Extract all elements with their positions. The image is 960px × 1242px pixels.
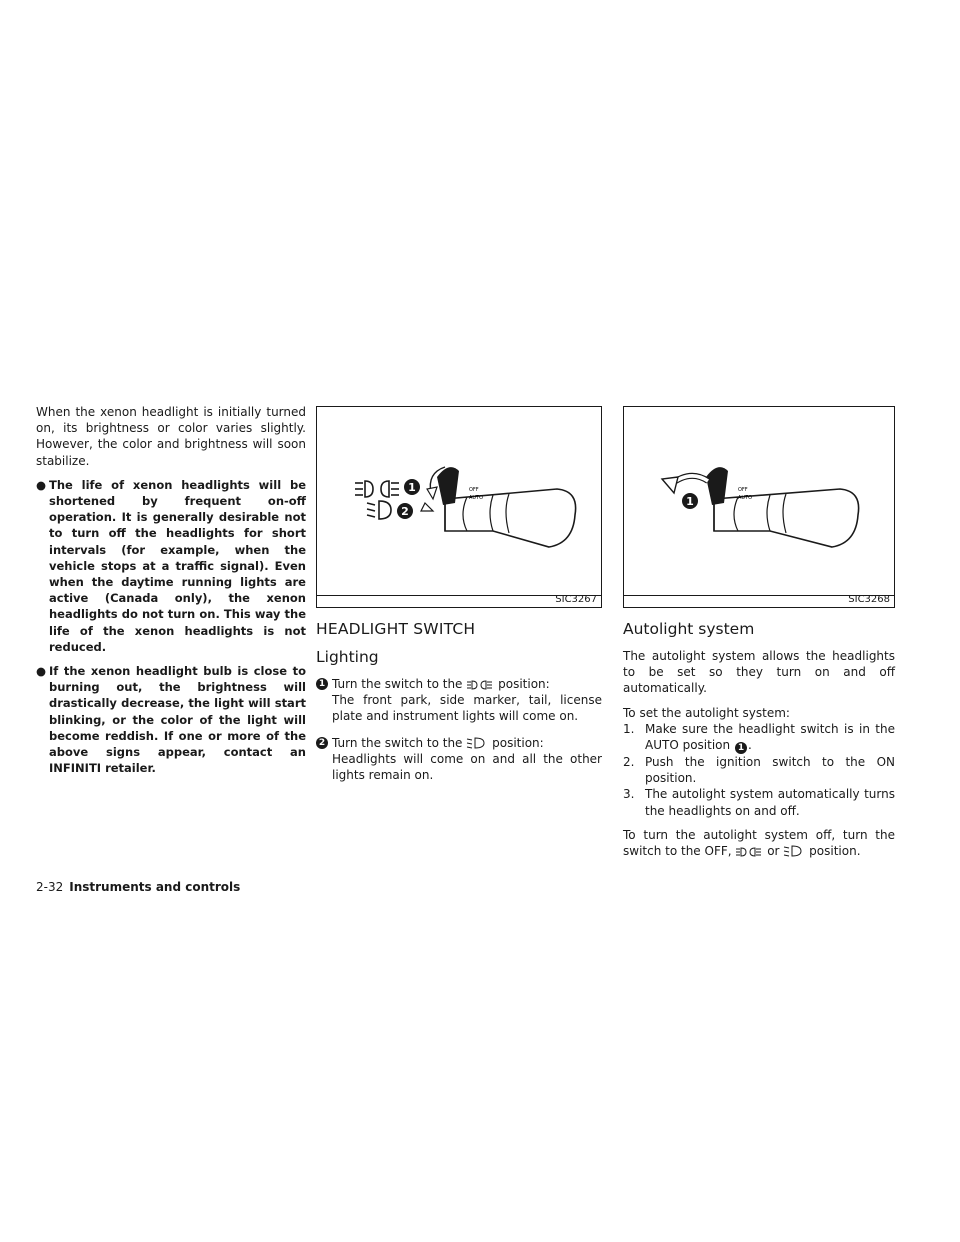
headlight-icon: [466, 737, 488, 749]
autolight-step-3: 3. The autolight system automatically turns the headlights on and off.: [623, 787, 895, 818]
parking-light-icon: [735, 847, 763, 857]
autolight-set-intro: To set the autolight system:: [623, 705, 790, 720]
figure-autolight-switch: [623, 406, 895, 608]
autolight-step-1: 1. Make sure the headlight switch is in the AUTO position 1 .: [623, 721, 895, 754]
callout-1-icon: 1: [735, 742, 747, 754]
column-middle: [316, 404, 602, 793]
column-left: [36, 404, 306, 784]
svg-text:2: 2: [401, 505, 409, 518]
bullet-text: If the xenon headlight bulb is close to burning out, the brightness will drastically decrease, the light will start blinking, or the color of the light will become reddish. If one or more of the above signs appear, contact an INFINITI retailer.: [49, 664, 306, 776]
bullet-text: The life of xenon headlights will be shortened by frequent on-off operation. It is generally desirable not to turn off the headlights for short intervals (for example, when the vehicle stops at a traffic signal). Even when the daytime running lights are active (Canada only), the xenon headlights do not turn on. This way the life of the xenon headlights is not reduced.: [49, 477, 306, 654]
callout-1-icon: 1: [316, 678, 328, 690]
parking-light-icon: [466, 680, 494, 690]
lighting-item-1: 1 Turn the switch to the position: The front park, side marker, tail, license plate and instrument lights will come on.: [316, 676, 602, 725]
autolight-step-2: 2. Push the ignition switch to the ON position.: [623, 755, 895, 786]
xenon-intro: When the xenon headlight is initially turned on, its brightness or color varies slightly. However, the color and brightness will soon stabilize.: [36, 405, 306, 468]
column-right: [623, 404, 895, 859]
xenon-bullet-1: [36, 477, 306, 655]
autolight-switch-illustration: [624, 407, 896, 607]
autolight-intro: The autolight system allows the headlights to be set so they turn on and off automatically.: [623, 649, 895, 696]
bullet-icon: ●: [36, 664, 47, 679]
bullet-icon: ●: [36, 477, 47, 492]
headlight-icon: [367, 501, 391, 519]
svg-text:1: 1: [686, 495, 694, 508]
switch-label-off: OFF: [738, 487, 748, 493]
switch-label-auto: AUTO: [469, 495, 484, 501]
section-title: Instruments and controls: [69, 880, 241, 894]
page-footer: [36, 880, 240, 894]
section-heading: HEADLIGHT SWITCH: [316, 620, 476, 638]
switch-label-off: OFF: [469, 487, 479, 493]
autolight-off: To turn the autolight system off, turn the switch to the OFF, or position.: [623, 827, 895, 859]
subsection-heading: Autolight system: [623, 620, 755, 638]
figure-code: SIC3267: [555, 594, 597, 605]
xenon-bullet-2: [36, 663, 306, 776]
lighting-item-2: 2 Turn the switch to the position: Headlights will come on and all the other lights remain on.: [316, 735, 602, 784]
parking-light-icon: [355, 481, 399, 497]
callout-2-icon: 2: [316, 737, 328, 749]
headlight-icon: [783, 845, 805, 857]
subsection-heading: Lighting: [316, 648, 379, 666]
page-number: 2-32: [36, 880, 64, 894]
svg-text:1: 1: [408, 481, 416, 494]
figure-lighting-switch: [316, 406, 602, 608]
lighting-switch-illustration: [317, 407, 603, 607]
figure-code: SIC3268: [848, 594, 890, 605]
switch-label-auto: AUTO: [738, 495, 753, 501]
